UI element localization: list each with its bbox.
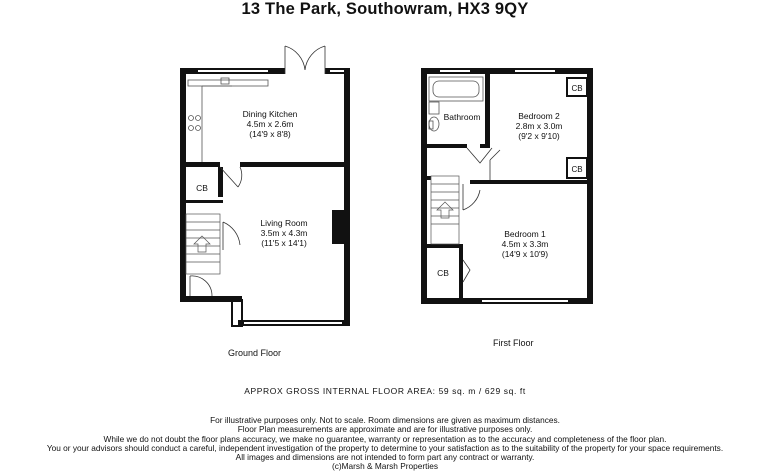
bedroom2-name: Bedroom 2 <box>518 111 560 121</box>
bathroom-name: Bathroom <box>443 112 481 122</box>
dining-kitchen-metric: 4.5m x 2.6m <box>246 119 294 129</box>
living-room-imperial: (11'5 x 14'1) <box>261 238 307 248</box>
disclaimer-line: All images and dimensions are not intended to form part any contract or warranty. <box>235 452 535 463</box>
bedroom1-imperial: (14'9 x 10'9) <box>501 249 549 259</box>
dining-kitchen-imperial: (14'9 x 8'8) <box>249 129 291 139</box>
copyright: (c)Marsh & Marsh Properties <box>331 461 439 472</box>
disclaimer-line: Floor Plan measurements are approximate and are for illustrative purposes only. <box>237 424 533 435</box>
living-room-name: Living Room <box>260 218 308 228</box>
floor-area-text: APPROX GROSS INTERNAL FLOOR AREA: 59 sq. m / 629 sq. ft <box>244 386 526 396</box>
dining-kitchen-name: Dining Kitchen <box>242 109 298 119</box>
disclaimer-line: For illustrative purposes only. Not to scale. Room dimensions are given as maximum distances. <box>210 415 560 425</box>
first-cb-left-label: CB <box>437 268 449 278</box>
first-floor-plan <box>421 68 593 304</box>
bedroom1-metric: 4.5m x 3.3m <box>501 239 549 249</box>
bedroom2-metric: 2.8m x 3.0m <box>515 121 563 131</box>
ground-cb-label: CB <box>196 183 208 193</box>
page-title: 13 The Park, Southowram, HX3 9QY <box>241 0 529 18</box>
disclaimer-line: You or your advisors should conduct a careful, independent investigation of the property to determine to your satisfaction as to the suitability of the property for your space requirements. <box>46 442 724 453</box>
disclaimer <box>0 416 770 472</box>
bedroom2-imperial: (9'2 x 9'10) <box>518 131 560 141</box>
first-floor-label: First Floor <box>493 338 534 348</box>
disclaimer-line: While we do not doubt the floor plans accuracy, we make no guarantee, warranty or representation as to the accuracy and completeness of the floor plan. <box>103 433 667 444</box>
living-room-metric: 3.5m x 4.3m <box>260 228 308 238</box>
first-cb-mid-label: CB <box>571 165 583 174</box>
bedroom1-name: Bedroom 1 <box>504 229 546 239</box>
ground-floor-label: Ground Floor <box>228 348 282 358</box>
ground-floor-plan <box>180 46 350 326</box>
first-cb-top-label: CB <box>571 84 583 93</box>
